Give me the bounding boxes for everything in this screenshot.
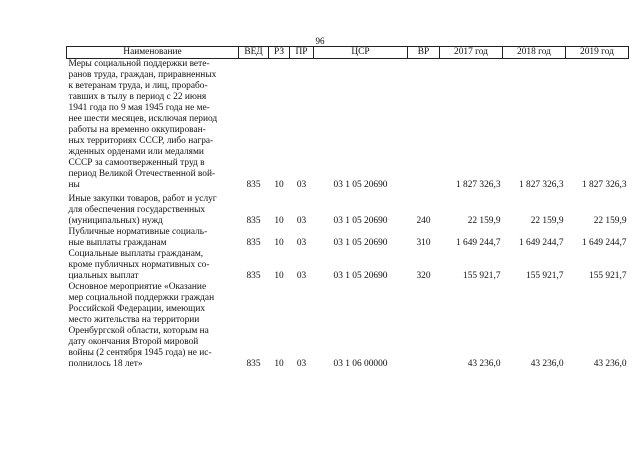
budget-table: [66, 46, 629, 370]
row-2019: 1 827 326,3: [581, 180, 627, 190]
row-csr: 03 1 05 20690: [333, 271, 388, 281]
row-vr: [408, 59, 440, 192]
header-pr: ПР: [290, 47, 314, 59]
row-vr: 320: [416, 271, 431, 281]
row-2018: 22 159,9: [530, 216, 564, 226]
header-csr: ЦСР: [314, 47, 408, 59]
row-rz: 10: [274, 180, 284, 190]
row-vr: 240: [416, 216, 431, 226]
row-name: Публичные нормативные социаль- ные выплаты гражданам: [68, 227, 208, 248]
row-ved: 835: [246, 180, 261, 190]
row-2019: 43 236,0: [593, 359, 627, 369]
row-ved: 835: [246, 271, 261, 281]
row-rz: 10: [274, 216, 284, 226]
header-2019: 2019 год: [566, 47, 629, 59]
row-name: Иные закупки товаров, работ и услуг для обеспечения государственных (муниципальных) нужд: [68, 194, 217, 226]
table-row: [67, 194, 629, 227]
row-2017: 22 159,9: [467, 216, 501, 226]
row-2018: 155 921,7: [526, 271, 564, 281]
row-csr: 03 1 05 20690: [333, 238, 388, 248]
row-csr: 03 1 05 20690: [333, 216, 388, 226]
table-row: [67, 227, 629, 249]
page-number: 96: [315, 36, 325, 46]
row-ved: 835: [246, 238, 261, 248]
row-name: Основное мероприятие «Оказание мер социальной поддержки граждан Российской Федерации, имеющих место жительства на территории Оренбургской области, которым на дату окончания Второй мировой войны (2 сентября 1945 года) не ис- полнилось 18 лет»: [68, 282, 215, 369]
row-ved: 835: [246, 359, 261, 369]
row-2017: 1 649 244,7: [455, 238, 501, 248]
row-2017: 43 236,0: [467, 359, 501, 369]
row-ved: 835: [246, 216, 261, 226]
table-row: [67, 249, 629, 282]
row-pr: 03: [296, 180, 307, 190]
row-rz: 10: [274, 238, 284, 248]
row-2018: 43 236,0: [530, 359, 564, 369]
table-row: [67, 59, 629, 192]
row-csr: 03 1 06 00000: [333, 359, 388, 369]
row-vr: [408, 282, 440, 370]
row-rz: 10: [274, 271, 284, 281]
header-name: Наименование: [67, 47, 239, 59]
header-2018: 2018 год: [503, 47, 566, 59]
row-name: Меры социальной поддержки вете- ранов труда, граждан, приравненных к ветеранам труда, и лиц, прорабо- тавших в тылу в период с 22 июня 1941 года по 9 мая 1945 года не ме- нее шести месяцев, исключая период работы на временно оккупирован- ных территориях СССР, либо награ- жденных орденами или медалями СССР за самоотверженный труд в период Великой Отечественной вой- ны: [68, 59, 218, 190]
header-2017: 2017 год: [440, 47, 503, 59]
row-2017: 1 827 326,3: [455, 180, 501, 190]
row-2019: 1 649 244,7: [581, 238, 627, 248]
header-ved: ВЕД: [239, 47, 269, 59]
row-2018: 1 649 244,7: [518, 238, 564, 248]
row-pr: 03: [296, 271, 307, 281]
row-name: Социальные выплаты гражданам, кроме публичных нормативных со- циальных выплат: [68, 249, 210, 281]
row-2017: 155 921,7: [463, 271, 501, 281]
row-csr: 03 1 05 20690: [333, 180, 388, 190]
row-pr: 03: [296, 216, 307, 226]
row-rz: 10: [274, 359, 284, 369]
header-vr: ВР: [408, 47, 440, 59]
header-rz: РЗ: [269, 47, 290, 59]
row-2019: 155 921,7: [589, 271, 627, 281]
row-2018: 1 827 326,3: [518, 180, 564, 190]
row-vr: 310: [416, 238, 431, 248]
row-pr: 03: [296, 359, 307, 369]
row-2019: 22 159,9: [593, 216, 627, 226]
table-row: [67, 282, 629, 370]
row-pr: 03: [296, 238, 307, 248]
header-row: [67, 47, 629, 59]
